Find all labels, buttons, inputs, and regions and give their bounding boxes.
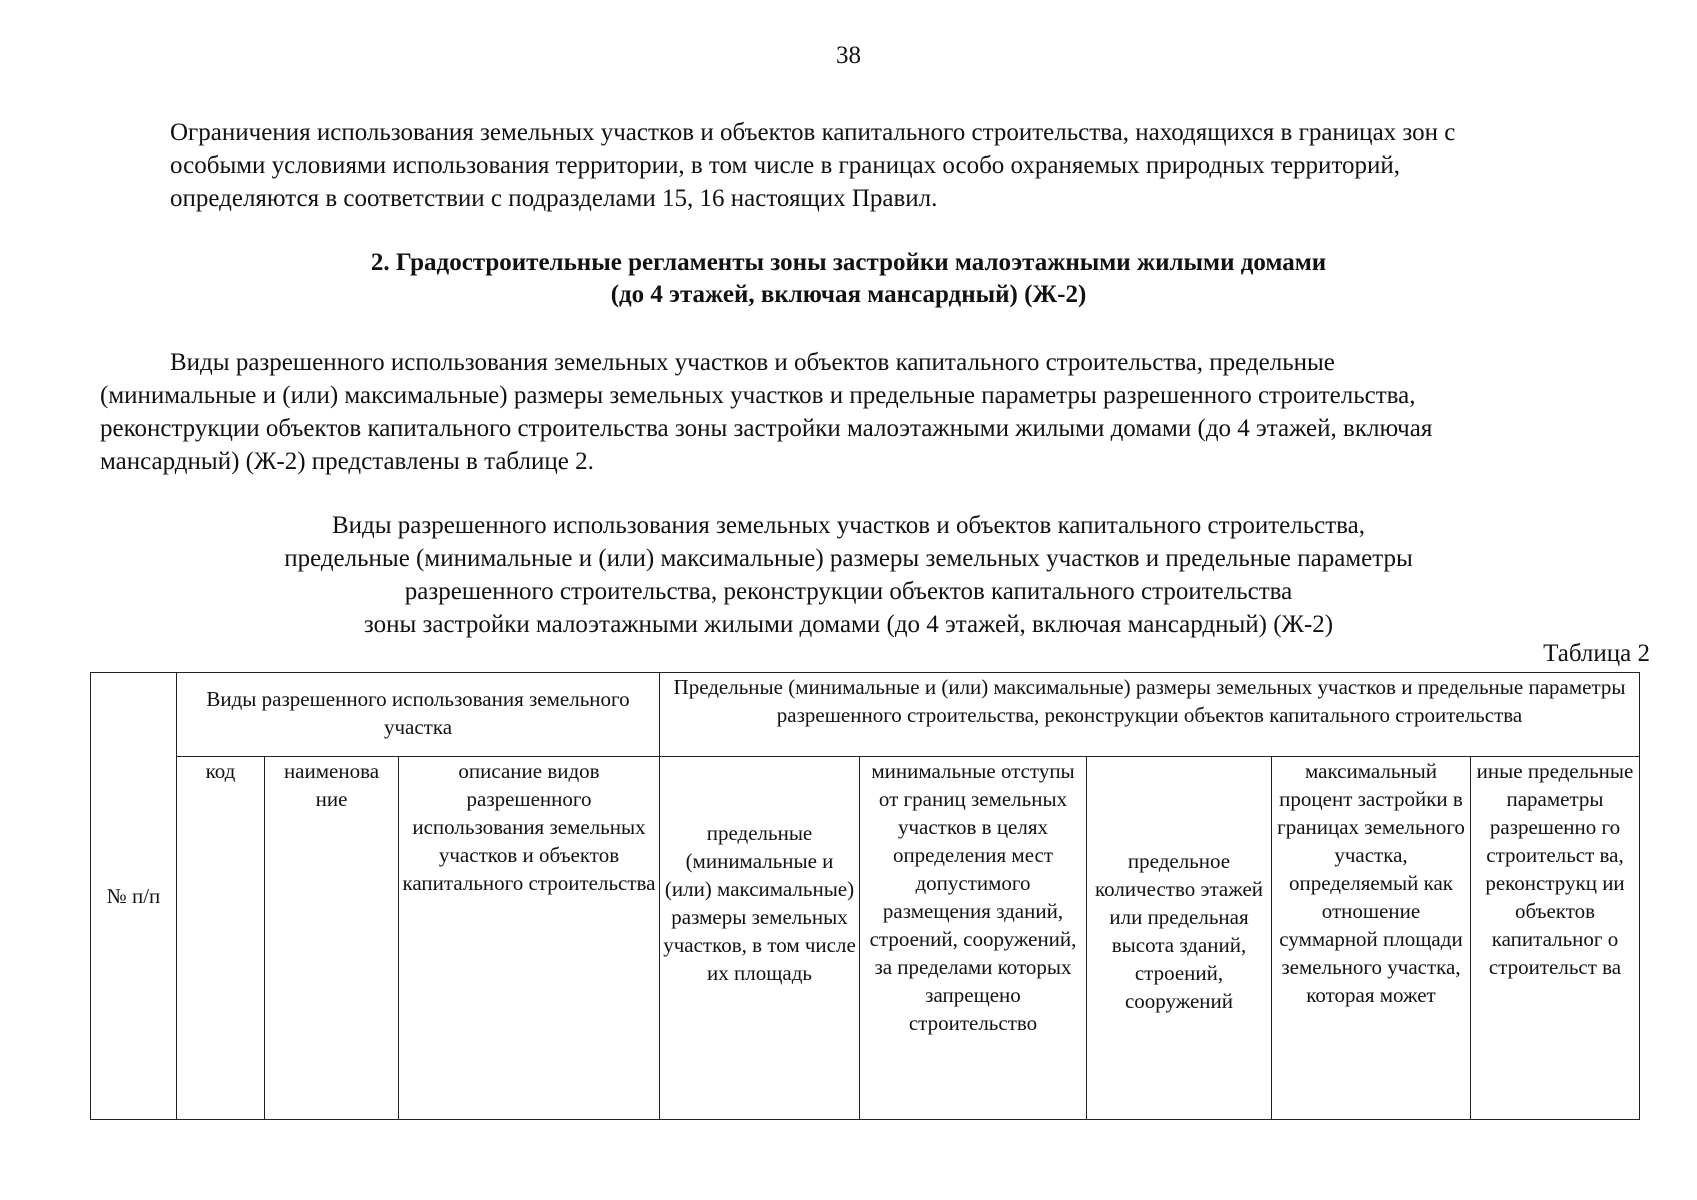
header-code: код [177,757,265,1120]
header-coverage: максимальный процент застройки в границах земельного участка, определяемый как отношение суммарной площади земельного участка, которая может [1272,757,1471,1120]
paragraph-line: (минимальные и (или) максимальные) размеры земельных участков и предельные параметры разрешенного строительства, [100,382,1416,409]
restrictions-paragraph [100,116,1652,215]
paragraph-line: реконструкции объектов капитального строительства зоны застройки малоэтажными жилыми домами (до 4 этажей, включая [100,415,1433,442]
table-caption [0,509,1697,641]
intro-paragraph [100,346,1652,478]
paragraph-line: особыми условиями использования территории, в том числе в границах особо охраняемых природных территорий, [170,152,1401,179]
header-other: иные предельные параметры разрешенно го строительст ва, реконструкц ии объектов капитальног о строительст ва [1471,757,1640,1120]
header-setbacks: минимальные отступы от границ земельных участков в целях определения мест допустимого размещения зданий, строений, сооружений, за пределами которых запрещено строительство [860,757,1087,1120]
heading-line: (до 4 этажей, включая мансардный) (Ж-2) [610,281,1087,308]
regulations-table [90,672,1640,1120]
caption-line: зоны застройки малоэтажными жилыми домами (до 4 этажей, включая мансардный) (Ж-2) [363,611,1334,638]
table-label: Таблица 2 [1543,640,1650,667]
caption-line: разрешенного строительства, реконструкции объектов капитального строительства [404,578,1293,605]
paragraph-line: мансардный) (Ж-2) представлены в таблице 2. [100,448,594,475]
header-floors: предельное количество этажей или предельная высота зданий, строений, сооружений [1087,757,1272,1120]
header-name: наименова ние [265,757,399,1120]
caption-line: Виды разрешенного использования земельных участков и объектов капитального строительства, [331,512,1366,539]
header-plot-size: предельные (минимальные и (или) максимальные) размеры земельных участков, в том числе их площадь [660,757,860,1120]
section-heading [0,247,1697,311]
header-group-uses: Виды разрешенного использования земельного участка [177,673,660,757]
paragraph-line: Ограничения использования земельных участков и объектов капитального строительства, находящихся в границах зон с [170,119,1456,146]
caption-line: предельные (минимальные и (или) максимальные) размеры земельных участков и предельные параметры [284,545,1413,572]
header-row-number: № п/п [91,673,177,1120]
header-group-limits: Предельные (минимальные и (или) максимальные) размеры земельных участков и предельные параметры разрешенного строительства, реконструкции объектов капитального строительства [660,673,1640,757]
paragraph-line: определяются в соответствии с подразделами 15, 16 настоящих Правил. [170,185,938,212]
header-description: описание видов разрешенного использования земельных участков и объектов капитального строительства [399,757,660,1120]
page-number: 38 [836,42,861,69]
heading-line: 2. Градостроительные регламенты зоны застройки малоэтажными жилыми домами [370,249,1327,276]
paragraph-line: Виды разрешенного использования земельных участков и объектов капитального строительства, предельные [170,349,1335,376]
